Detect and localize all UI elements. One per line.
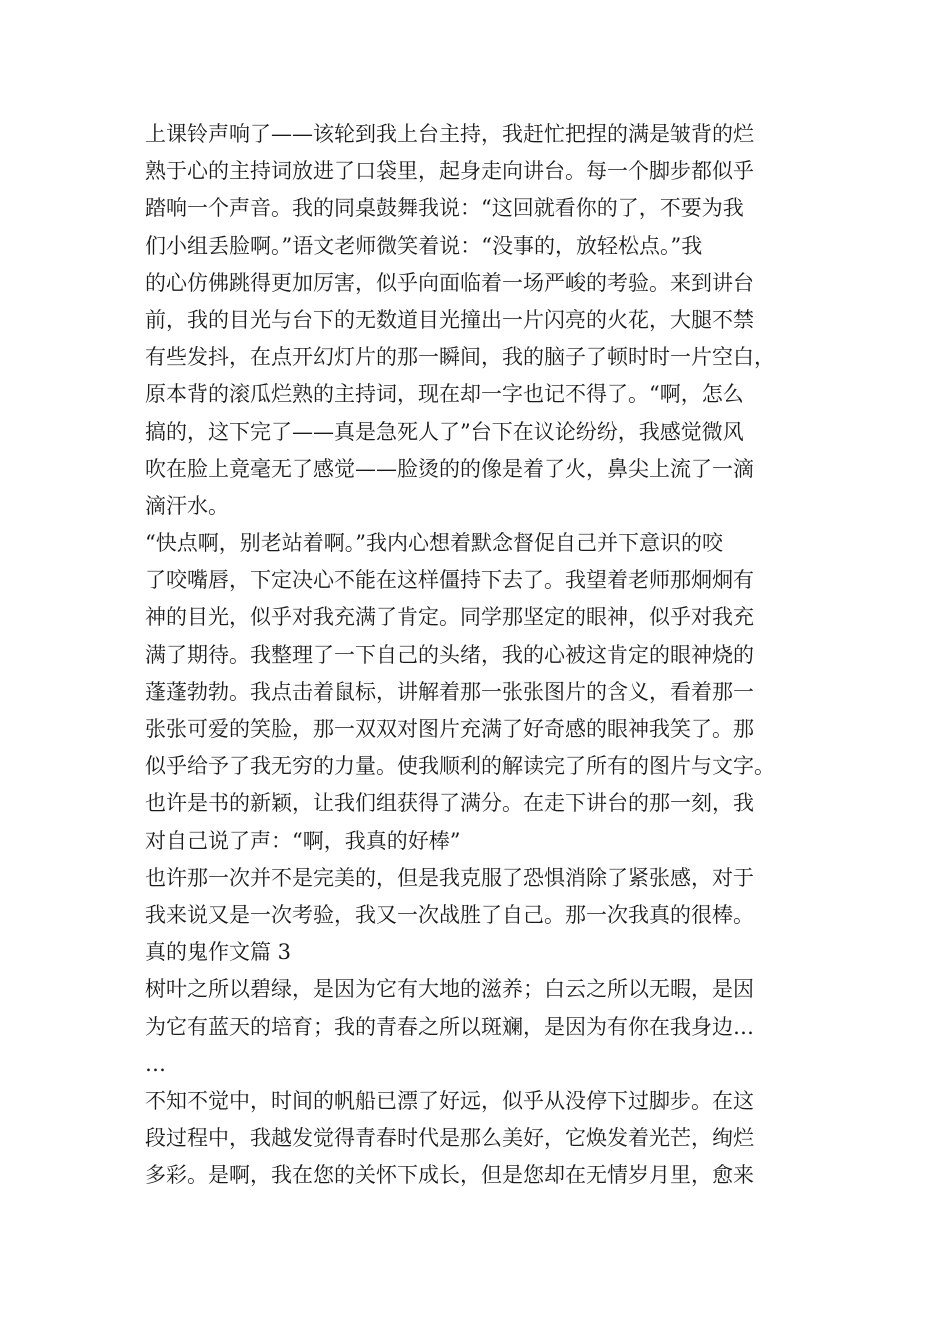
text-line: 满了期待。我整理了一下自己的头绪，我的心被这肯定的眼神烧的 [145, 642, 754, 667]
text-line: 段过程中，我越发觉得青春时代是那么美好，它焕发着光芒，绚烂 [145, 1126, 754, 1151]
text-line: 上课铃声响了——该轮到我上台主持，我赶忙把捏的满是皱背的烂 [145, 122, 754, 146]
text-line: 吹在脸上竟毫无了感觉——脸烫的的像是着了火，鼻尖上流了一滴 [145, 456, 754, 481]
text-line: “快点啊，别老站着啊。”我内心想着默念督促自己并下意识的咬 [145, 531, 723, 556]
text-line: 蓬蓬勃勃。我点击着鼠标，讲解着那一张张图片的含义，看着那一 [145, 679, 754, 704]
text-line: 也许是书的新颖，让我们组获得了满分。在走下讲台的那一刻，我 [145, 791, 754, 816]
text-line: 似乎给予了我无穷的力量。使我顺利的解读完了所有的图片与文字。 [145, 754, 775, 779]
text-line: 不知不觉中，时间的帆船已漂了好远，似乎从没停下过脚步。在这 [145, 1088, 754, 1113]
text-line: 前，我的目光与台下的无数道目光撞出一片闪亮的火花，大腿不禁 [145, 307, 754, 332]
text-line: 的心仿佛跳得更加厉害，似乎向面临着一场严峻的考验。来到讲台 [145, 270, 754, 295]
text-line: 多彩。是啊，我在您的关怀下成长，但是您却在无情岁月里，愈来 [145, 1163, 754, 1188]
text-line: 有些发抖，在点开幻灯片的那一瞬间，我的脑子了顿时时一片空白， [145, 345, 775, 370]
text-line: 搞的，这下完了——真是急死人了”台下在议论纷纷，我感觉微风 [145, 419, 744, 444]
text-line: 熟于心的主持词放进了口袋里，起身走向讲台。每一个脚步都似乎 [145, 159, 754, 184]
text-line: 我来说又是一次考验，我又一次战胜了自己。那一次我真的很棒。 [145, 902, 754, 927]
text-line: 为它有蓝天的培育；我的青春之所以斑斓，是因为有你在我身边… [145, 1014, 754, 1039]
text-line: 们小组丢脸啊。”语文老师微笑着说：“没事的，放轻松点。”我 [145, 233, 703, 258]
section-heading: 真的鬼作文篇 3 [145, 940, 292, 965]
text-line: 了咬嘴唇，下定决心不能在这样僵持下去了。我望着老师那炯炯有 [145, 568, 754, 593]
text-line: 神的目光，似乎对我充满了肯定。同学那坚定的眼神，似乎对我充 [145, 605, 754, 630]
text-line: 树叶之所以碧绿，是因为它有大地的滋养；白云之所以无暇，是因 [145, 977, 754, 1002]
text-line: 对自己说了声：“啊，我真的好棒” [145, 828, 461, 853]
document-body [145, 116, 810, 1194]
text-line: 滴汗水。 [145, 493, 229, 518]
text-line: 踏响一个声音。我的同桌鼓舞我说：“这回就看你的了，不要为我 [145, 196, 744, 221]
text-line: 也许那一次并不是完美的，但是我克服了恐惧消除了紧张感，对于 [145, 865, 754, 890]
text-line: … [145, 1051, 166, 1076]
text-line: 张张可爱的笑脸，那一双双对图片充满了好奇感的眼神我笑了。那 [145, 717, 754, 741]
text-line: 原本背的滚瓜烂熟的主持词，现在却一字也记不得了。“啊，怎么 [145, 382, 744, 407]
